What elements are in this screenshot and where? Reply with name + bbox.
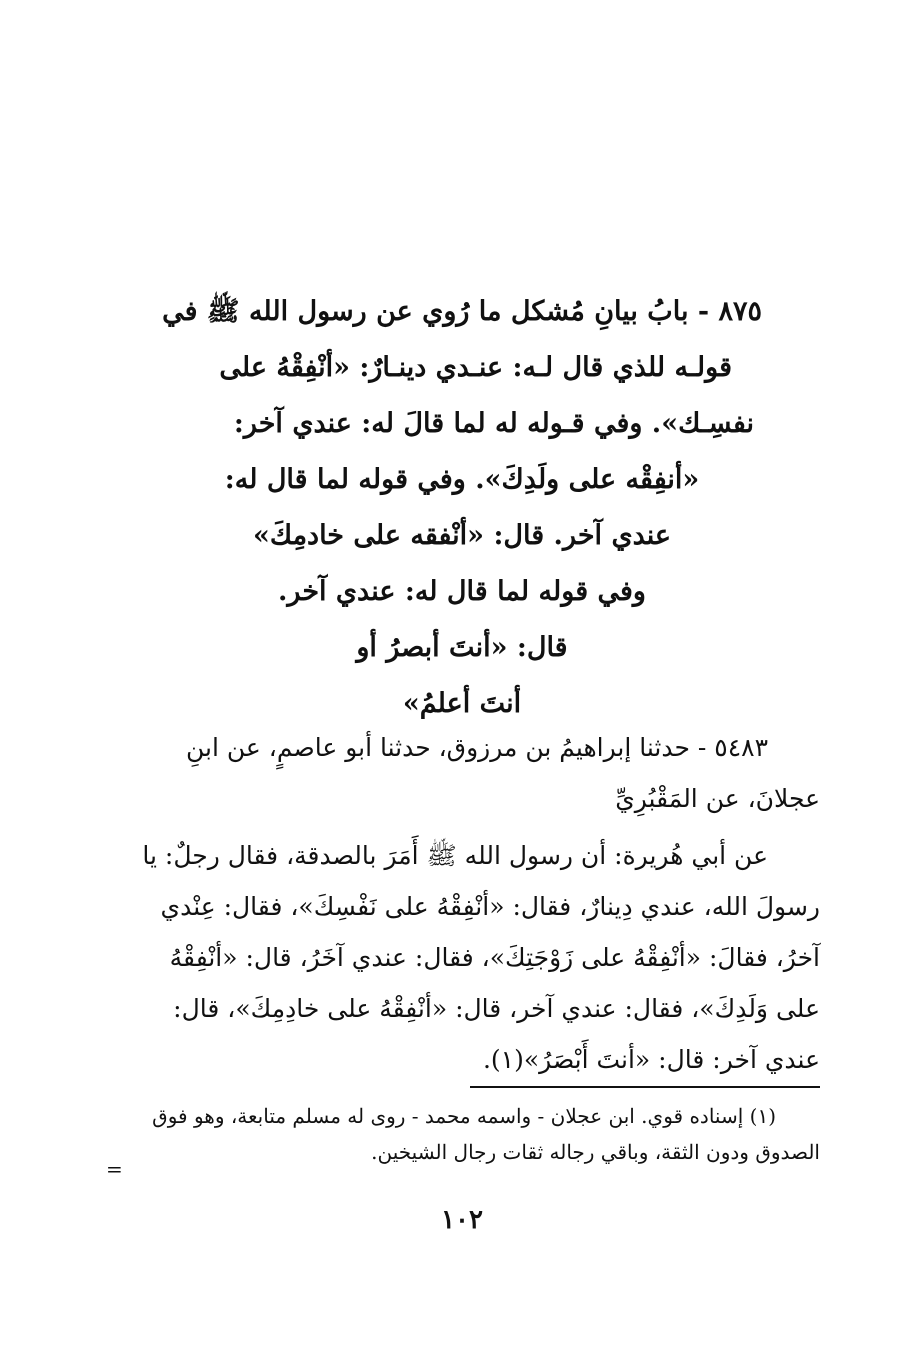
chapter-heading-line: وفي قوله لما قال له: عندي آخر. — [278, 576, 646, 607]
page-number: ١٠٢ — [441, 1205, 483, 1235]
hadith-text-line: عن أبي هُريرة: أن رسول الله ﷺ أَمَرَ بالصدقة، فقال رجلٌ: يا — [142, 841, 768, 870]
footnote-continuation-mark: = — [106, 1157, 123, 1181]
chapter-heading-line: قولـه للذي قال لـه: عنـدي دينـارٌ: «أنْفِقْهُ على — [219, 352, 732, 383]
isnad-line: عجلانَ، عن المَقْبُرِيِّ — [615, 784, 820, 813]
hadith-text-line: على وَلَدِكَ»، فقال: عندي آخر، قال: «أنْفِقْهُ على خادِمِكَ»، قال: — [173, 994, 820, 1023]
footnote-line: الصدوق ودون الثقة، وباقي رجاله ثقات رجال الشيخين. — [371, 1140, 820, 1164]
chapter-heading — [162, 284, 762, 732]
hadith-text-line: عندي آخر: قال: «أنتَ أَبْصَرُ»(١). — [482, 1045, 820, 1074]
hadith-text-line: آخرُ، فقالَ: «أنْفِقْهُ على زَوْجَتِكَ»، فقال: عندي آخَرُ، قال: «أنْفِقْهُ — [169, 943, 820, 972]
chapter-heading-line: «أنفِقْه على ولَدِكَ». وفي قوله لما قال له: — [224, 464, 700, 495]
chapter-heading-line: نفسِـك». وفي قـوله له لما قالَ له: عندي آخر: — [233, 408, 754, 439]
hadith-isnad — [104, 722, 820, 824]
footnote-line: (١) إسناده قوي. ابن عجلان - واسمه محمد - روى له مسلم متابعة، وهو فوق — [152, 1104, 776, 1128]
isnad-line: ٥٤٨٣ - حدثنا إبراهيمُ بن مرزوق، حدثنا أبو عاصمٍ، عن ابنِ — [186, 733, 768, 762]
chapter-heading-line: ٨٧٥ - بابُ بيانِ مُشكل ما رُوي عن رسول الله ﷺ في — [162, 296, 762, 327]
footnote-divider — [470, 1086, 820, 1088]
hadith-text-line: رسولَ الله، عندي دِينارٌ، فقال: «أنْفِقْهُ على نَفْسِكَ»، فقال: عِنْدي — [160, 892, 820, 921]
chapter-heading-line: عندي آخر. قال: «أنْفقه على خادمِكَ» — [252, 520, 672, 551]
chapter-heading-line: قال: «أنتَ أبصرُ أو — [356, 632, 568, 663]
footnote — [104, 1098, 820, 1170]
chapter-heading-line: أنتَ أعلمُ» — [402, 688, 522, 719]
hadith-text — [104, 830, 820, 1085]
